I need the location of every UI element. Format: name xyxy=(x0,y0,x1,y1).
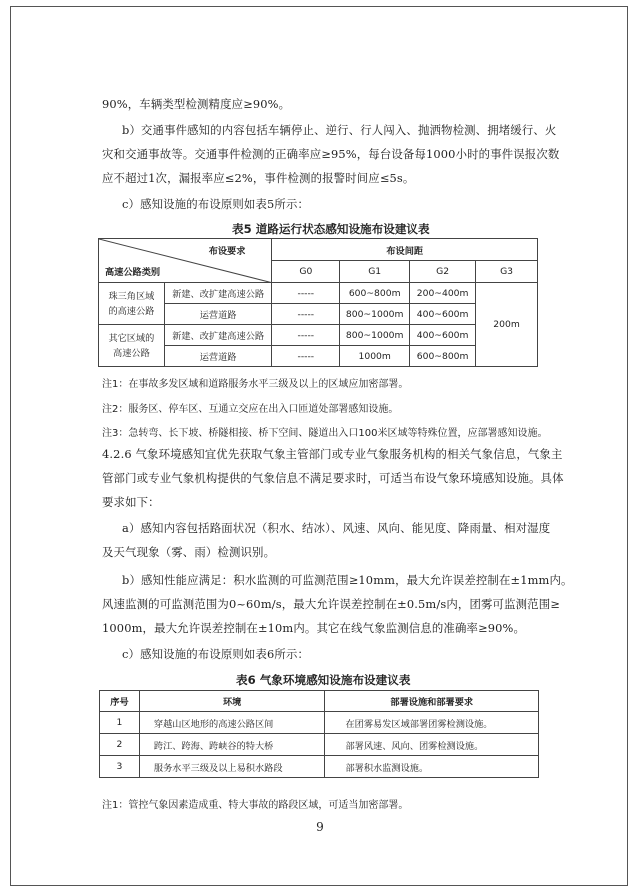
table6-header-index: 序号 xyxy=(100,691,140,712)
table5-cell: 200~400m xyxy=(410,283,476,304)
table5-g3-value: 200m xyxy=(476,283,538,367)
table-row xyxy=(100,734,539,756)
para-line-5: c）感知设施的布设原则如表5所示： xyxy=(122,197,310,211)
para-line-3: 灾和交通事故等。交通事件检测的正确率应≥95%，每台设备每1000小时的事件误报次数 xyxy=(102,147,560,161)
table5-road-type: 新建、改扩建高速公路 xyxy=(164,325,272,346)
table5-spacing-header: 布设间距 xyxy=(272,239,538,261)
table6-cell-environment: 服务水平三级及以上易积水路段 xyxy=(139,756,325,778)
table6-header-environment: 环境 xyxy=(139,691,325,712)
table5-cell: 800~1000m xyxy=(340,304,410,325)
table6-note: 注1：管控气象因素造成重、特大事故的路段区域，可适当加密部署。 xyxy=(102,800,409,811)
table6-cell-index: 1 xyxy=(100,712,140,734)
table5-cell: ----- xyxy=(272,346,340,367)
section-line-1: 4.2.6 气象环境感知宜优先获取气象主管部门或专业气象服务机构的相关气象信息，气象主 xyxy=(102,447,563,461)
table5-region-2: 其它区域的高速公路 xyxy=(99,325,165,367)
table5-cell: ----- xyxy=(272,325,340,346)
table6-cell-environment: 穿越山区地形的高速公路区间 xyxy=(139,712,325,734)
para-line-4: 应不超过1次，漏报率应≤2%，事件检测的报警时间应≤5s。 xyxy=(102,171,415,185)
table5-cell: 800~1000m xyxy=(340,325,410,346)
table5-col-g2: G2 xyxy=(410,261,476,283)
item-a-line-1: a）感知内容包括路面状况（积水、结冰）、风速、风向、能见度、降雨量、相对湿度 xyxy=(122,521,551,535)
table5-cell: 600~800m xyxy=(410,346,476,367)
table5-corner-cell xyxy=(99,239,272,283)
table5-cell: ----- xyxy=(272,283,340,304)
section-line-3: 要求如下： xyxy=(102,495,160,509)
table5-caption: 表5 道路运行状态感知设施布设建议表 xyxy=(232,222,430,236)
table5-cell: 600~800m xyxy=(340,283,410,304)
table6 xyxy=(99,690,539,778)
para-line-2: b）交通事件感知的内容包括车辆停止、逆行、行人闯入、抛洒物检测、拥堵缓行、火 xyxy=(122,123,557,137)
table5-col-g1: G1 xyxy=(340,261,410,283)
table5-road-type: 运营道路 xyxy=(164,304,272,325)
table5-note-2: 注2：服务区、停车区、互通立交应在出入口匝道处部署感知设施。 xyxy=(102,404,399,415)
item-a-line-2: 及天气现象（雾、雨）检测识别。 xyxy=(102,545,276,559)
table6-header-requirement: 部署设施和部署要求 xyxy=(325,691,539,712)
table-row xyxy=(100,756,539,778)
table5-corner-bottom: 高速公路类别 xyxy=(105,267,161,278)
table5-cell: 400~600m xyxy=(410,325,476,346)
item-c-line-1: c）感知设施的布设原则如表6所示： xyxy=(122,647,310,661)
table5-road-type: 运营道路 xyxy=(164,346,272,367)
table6-cell-index: 2 xyxy=(100,734,140,756)
table6-cell-environment: 跨江、跨海、跨峡谷的特大桥 xyxy=(139,734,325,756)
table6-cell-requirement: 部署风速、风向、团雾检测设施。 xyxy=(325,734,539,756)
table6-cell-index: 3 xyxy=(100,756,140,778)
table5-cell: 400~600m xyxy=(410,304,476,325)
table5-col-g3: G3 xyxy=(476,261,538,283)
table5-corner-top: 布设要求 xyxy=(208,246,246,257)
table-row xyxy=(100,712,539,734)
table5-col-g0: G0 xyxy=(272,261,340,283)
item-b-line-2: 风速监测的可监测范围为0~60m/s，最大允许误差控制在±0.5m/s内，团雾可监测范围≥ xyxy=(102,597,560,611)
table5-note-1: 注1：在事故多发区域和道路服务水平三级及以上的区域应加密部署。 xyxy=(102,379,409,390)
table5-road-type: 新建、改扩建高速公路 xyxy=(164,283,272,304)
table5-region-1: 珠三角区域的高速公路 xyxy=(99,283,165,325)
page-number: 9 xyxy=(316,820,324,834)
table5-cell: 1000m xyxy=(340,346,410,367)
section-line-2: 管部门或专业气象机构提供的气象信息不满足要求时，可适当布设气象环境感知设施。具体 xyxy=(102,471,564,485)
table6-cell-requirement: 在团雾易发区域部署团雾检测设施。 xyxy=(325,712,539,734)
table5-note-3: 注3：急转弯、长下坡、桥隧相接、桥下空间、隧道出入口100米区域等特殊位置，应部署感知设施。 xyxy=(102,428,548,439)
table6-cell-requirement: 部署积水监测设施。 xyxy=(325,756,539,778)
item-b-line-1: b）感知性能应满足：积水监测的可监测范围≥10mm，最大允许误差控制在±1mm内。 xyxy=(122,573,573,587)
para-line-1: 90%，车辆类型检测精度应≥90%。 xyxy=(102,97,291,111)
table6-caption: 表6 气象环境感知设施布设建议表 xyxy=(236,673,411,687)
table5 xyxy=(98,238,538,367)
table5-cell: ----- xyxy=(272,304,340,325)
item-b-line-3: 1000m，最大允许误差控制在±10m内。其它在线气象监测信息的准确率≥90%。 xyxy=(102,621,526,635)
